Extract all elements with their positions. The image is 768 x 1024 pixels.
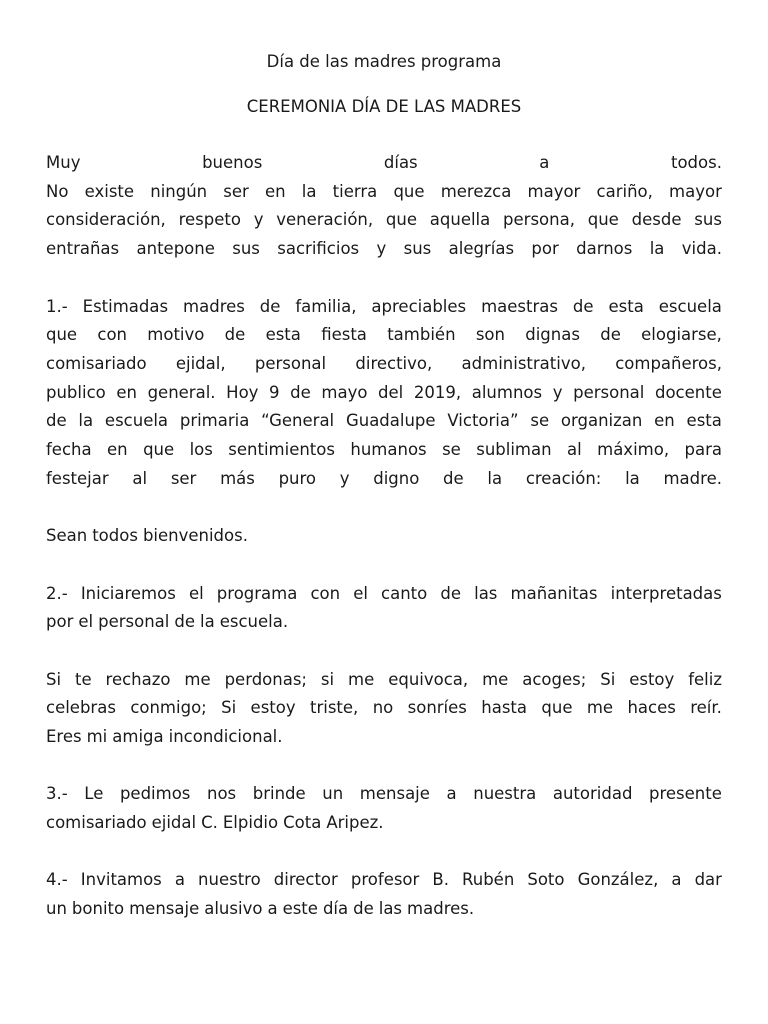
text-line: 4.- Invitamos a nuestro director profesor B. Rubén Soto González, a dar xyxy=(46,870,722,890)
text-line: entrañas antepone sus sacrificios y sus alegrías por darnos la vida. xyxy=(46,239,722,259)
text-line: un bonito mensaje alusivo a este día de las madres. xyxy=(46,899,475,919)
text-line: 1.- Estimadas madres de familia, apreciables maestras de esta escuela xyxy=(46,296,722,316)
document-body xyxy=(46,149,722,924)
text-line: Sean todos bienvenidos. xyxy=(46,526,248,546)
paragraph-gap xyxy=(46,838,722,867)
text-line: festejar al ser más puro y digno de la creación: la madre. xyxy=(46,468,722,488)
text-line: 3.- Le pedimos nos brinde un mensaje a nuestra autoridad presente xyxy=(46,784,722,804)
paragraph-gap xyxy=(46,752,722,781)
text-line: consideración, respeto y veneración, que aquella persona, que desde sus xyxy=(46,210,722,230)
paragraph-gap xyxy=(46,551,722,580)
document-page xyxy=(46,48,722,924)
text-line: comisariado ejidal C. Elpidio Cota Aripez. xyxy=(46,813,384,833)
paragraph xyxy=(46,780,722,837)
text-line: No existe ningún ser en la tierra que merezca mayor cariño, mayor xyxy=(46,181,722,201)
text-line: que con motivo de esta fiesta también son dignas de elogiarse, xyxy=(46,325,722,345)
text-line: fecha en que los sentimientos humanos se subliman al máximo, para xyxy=(46,440,722,460)
paragraph-gap xyxy=(46,264,722,293)
paragraph xyxy=(46,580,722,637)
text-line: comisariado ejidal, personal directivo, administrativo, compañeros, xyxy=(46,353,722,373)
paragraph-gap xyxy=(46,493,722,522)
paragraph xyxy=(46,149,722,264)
paragraph-gap xyxy=(46,637,722,666)
paragraph xyxy=(46,293,722,494)
text-line: Eres mi amiga incondicional. xyxy=(46,727,283,746)
document-title: Día de las madres programa xyxy=(266,52,502,71)
text-line: 2.- Iniciaremos el programa con el canto de las mañanitas interpretadas xyxy=(46,583,722,603)
document-subtitle: CEREMONIA DÍA DE LAS MADRES xyxy=(246,97,522,116)
text-line: celebras conmigo; Si estoy triste, no sonríes hasta que me haces reír. xyxy=(46,698,722,718)
paragraph xyxy=(46,522,722,551)
text-line: Si te rechazo me perdonas; si me equivoca, me acoges; Si estoy feliz xyxy=(46,669,722,689)
text-line: por el personal de la escuela. xyxy=(46,612,289,632)
text-line: Muy buenos días a todos. xyxy=(46,153,722,172)
text-line: de la escuela primaria “General Guadalupe Victoria” se organizan en esta xyxy=(46,411,722,431)
paragraph xyxy=(46,866,722,923)
text-line: publico en general. Hoy 9 de mayo del 2019, alumnos y personal docente xyxy=(46,382,722,402)
paragraph xyxy=(46,666,722,752)
